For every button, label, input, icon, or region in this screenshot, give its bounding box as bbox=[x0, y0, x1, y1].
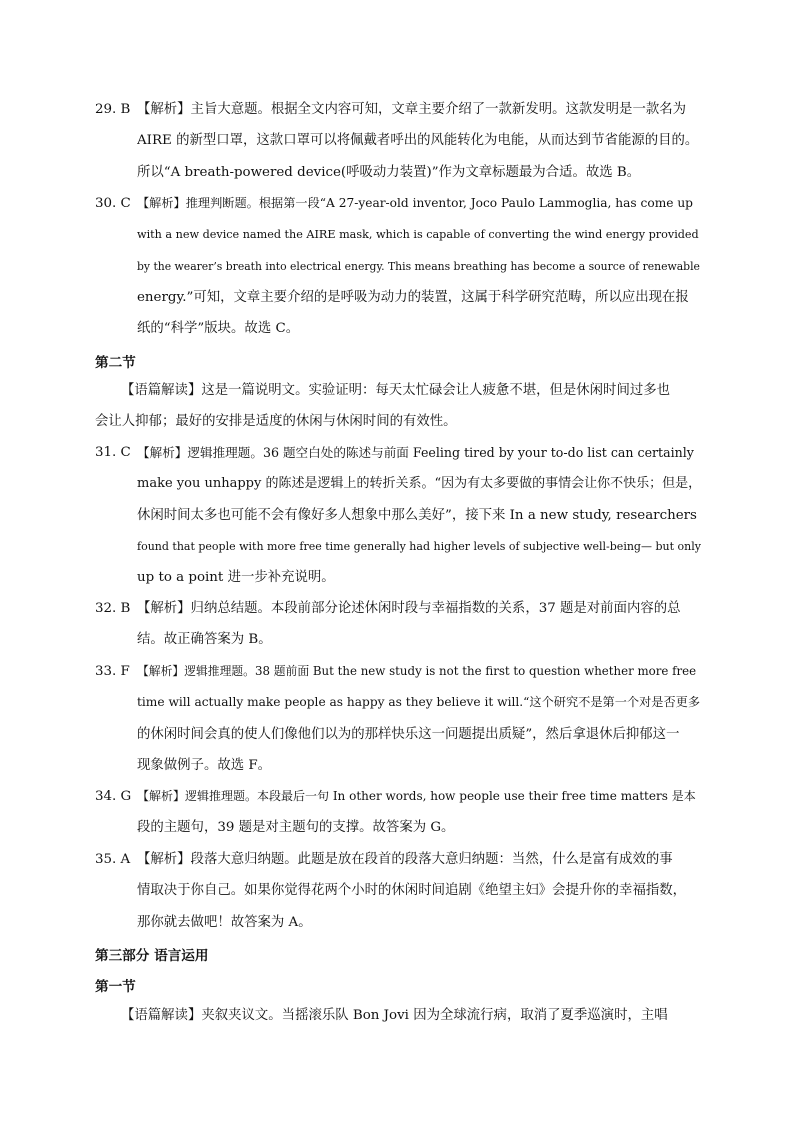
section-heading: 第二节 bbox=[95, 355, 136, 371]
explanation-line: with a new device named the AIRE mask, which is capable of converting the wind energy provided bbox=[137, 228, 699, 242]
answer-item-35 bbox=[95, 844, 701, 938]
explanation-line: 【解析】主旨大意题。根据全文内容可知，文章主要介绍了一款新发明。这款发明是一款名为 bbox=[137, 102, 687, 117]
explanation-line: 【解析】推理判断题。根据第一段“A 27-year-old inventor, Joco Paulo Lammoglia, has come up bbox=[137, 196, 693, 210]
answer-item-32 bbox=[95, 593, 701, 656]
intro-line: 【语篇解读】夹叙夹议文。当摇滚乐队 Bon Jovi 因为全球流行病，取消了夏季巡演时，主唱 bbox=[121, 1008, 668, 1023]
answer-explanation bbox=[137, 844, 701, 938]
intro-line: 【语篇解读】这是一篇说明文。实验证明：每天太忙碌会让人疲惫不堪，但是休闲时间过多也 bbox=[121, 383, 671, 398]
explanation-line: AIRE 的新型口罩，这款口罩可以将佩戴者呼出的风能转化为电能，从而达到节省能源的目的。 bbox=[137, 133, 699, 149]
answer-number: 30. C bbox=[95, 196, 131, 211]
explanation-line: time will actually make people as happy as they believe it will.“这个研究不是第一个对是否更多 bbox=[137, 695, 701, 710]
explanation-line: 【解析】逻辑推理题。本段最后一句 In other words, how people use their free time matters 是本 bbox=[137, 789, 696, 803]
explanation-line: by the wearer’s breath into electrical energy. This means breathing has become a source of renewable bbox=[137, 259, 700, 273]
explanation-line: 所以“A breath-powered device(呼吸动力装置)”作为文章标题最为合适。故选 B。 bbox=[137, 164, 641, 180]
explanation-line: 【解析】逻辑推理题。38 题前面 But the new study is not the first to question whether more free bbox=[137, 664, 697, 678]
section-heading: 第一节 bbox=[95, 979, 136, 995]
explanation-line: energy.”可知，文章主要介绍的是呼吸为动力的装置，这属于科学研究范畴，所以应出现在报 bbox=[137, 289, 689, 305]
answer-number: 33. F bbox=[95, 664, 130, 679]
answer-explanation bbox=[137, 656, 701, 781]
answer-number: 32. B bbox=[95, 601, 131, 616]
explanation-line: 结。故正确答案为 B。 bbox=[137, 632, 272, 648]
answer-explanation bbox=[137, 437, 701, 593]
explanation-line: 的休闲时间会真的使人们像他们以为的那样快乐这一问题提出质疑”，然后拿退休后抑郁这一 bbox=[137, 726, 680, 742]
answer-explanation bbox=[137, 593, 701, 656]
explanation-line: found that people with more free time generally had higher levels of subjective well-being— but only bbox=[137, 539, 701, 553]
answer-number: 29. B bbox=[95, 102, 131, 117]
explanation-line: 那你就去做吧！故答案为 A。 bbox=[137, 914, 312, 930]
answer-explanation bbox=[137, 94, 701, 188]
passage-intro bbox=[95, 375, 701, 438]
answer-item-31 bbox=[95, 437, 701, 593]
answer-explanation bbox=[137, 188, 701, 344]
explanation-line: 休闲时间太多也可能不会有像好多人想象中那么美好”，接下来 In a new study, researchers bbox=[137, 507, 697, 523]
answer-item-33 bbox=[95, 656, 701, 781]
explanation-line: 情取决于你自己。如果你觉得花两个小时的休闲时间追剧《绝望主妇》会提升你的幸福指数， bbox=[137, 883, 687, 899]
explanation-line: make you unhappy 的陈述是逻辑上的转折关系。“因为有太多要做的事情会让你不快乐；但是， bbox=[137, 476, 701, 492]
part-heading: 第三部分 语言运用 bbox=[95, 948, 209, 964]
explanation-line: 【解析】段落大意归纳题。此题是放在段首的段落大意归纳题：当然，什么是富有成效的事 bbox=[137, 852, 673, 867]
answer-number: 31. C bbox=[95, 445, 131, 460]
passage-intro bbox=[95, 1000, 701, 1031]
answer-item-29 bbox=[95, 94, 701, 188]
answer-number: 35. A bbox=[95, 852, 131, 867]
answer-number: 34. G bbox=[95, 789, 132, 804]
explanation-line: 现象做例子。故选 F。 bbox=[137, 757, 272, 773]
explanation-line: 纸的“科学”版块。故选 C。 bbox=[137, 321, 300, 337]
answer-item-30 bbox=[95, 188, 701, 344]
explanation-line: 【解析】归纳总结题。本段前部分论述休闲时段与幸福指数的关系，37 题是对前面内容的总 bbox=[137, 601, 681, 616]
answer-item-34 bbox=[95, 781, 701, 844]
intro-line: 会让人抑郁；最好的安排是适度的休闲与休闲时间的有效性。 bbox=[95, 414, 457, 430]
explanation-line: 【解析】逻辑推理题。36 题空白处的陈述与前面 Feeling tired by your to-do list can certainly bbox=[137, 445, 694, 460]
explanation-line: 段的主题句，39 题是对主题句的支撑。故答案为 G。 bbox=[137, 820, 455, 836]
answer-explanation bbox=[137, 781, 701, 844]
explanation-line: up to a point 进一步补充说明。 bbox=[137, 570, 335, 586]
